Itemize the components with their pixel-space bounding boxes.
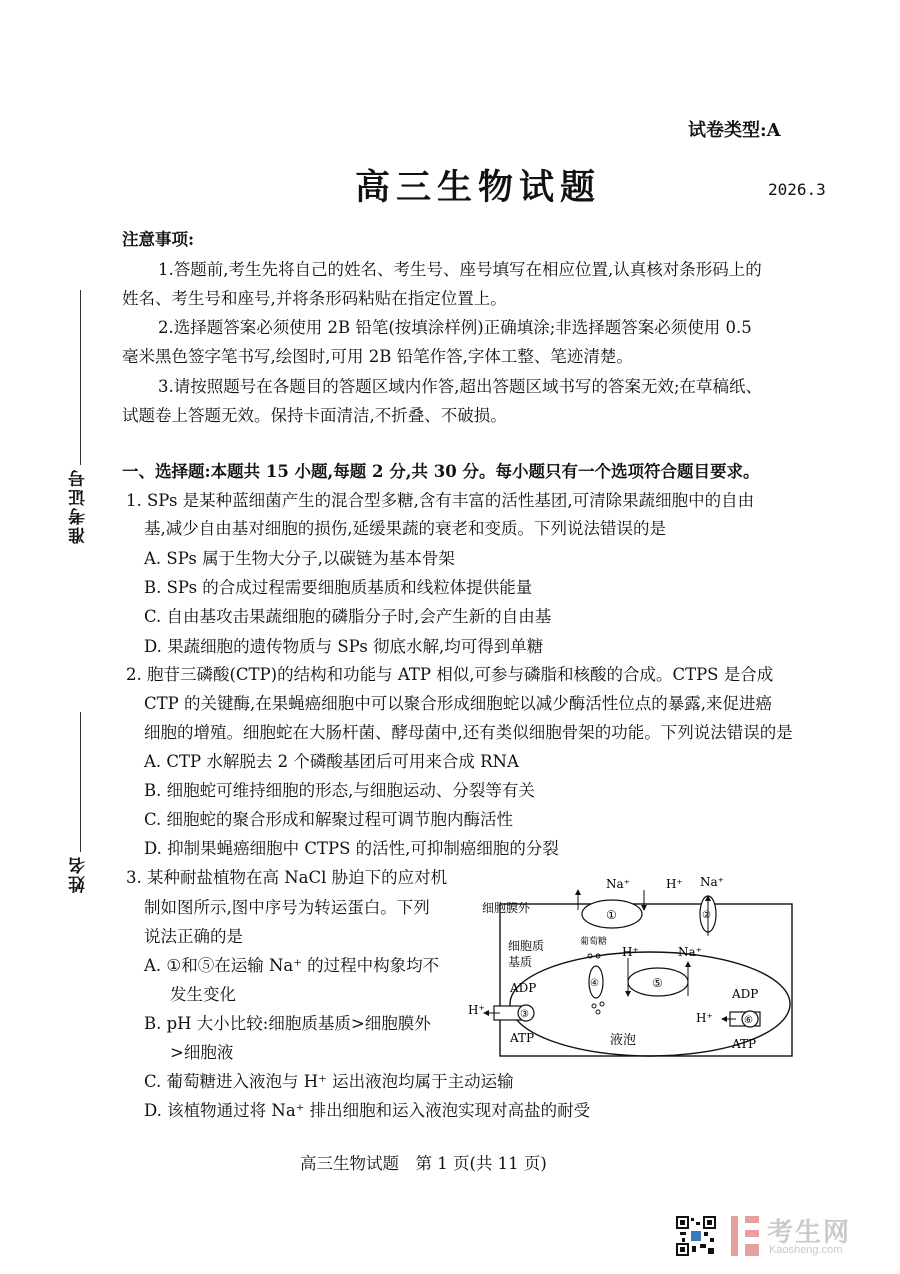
watermark-logo — [725, 1210, 875, 1262]
qr-code-icon — [676, 1216, 716, 1256]
outside-label: 细胞膜外 — [482, 901, 531, 915]
page-footer: 高三生物试题 第 1 页(共 11 页) — [300, 1154, 547, 1173]
cytosol-label-2: 基质 — [508, 955, 533, 969]
protein-5-label: ⑤ — [652, 976, 663, 990]
na-top-2: Na⁺ — [700, 875, 724, 889]
h-inner: H⁺ — [622, 945, 639, 959]
h-top: H⁺ — [666, 877, 683, 891]
question-stem: 基,减少自由基对细胞的损伤,延缓果蔬的衰老和变质。下列说法错误的是 — [144, 519, 666, 538]
notice-line: 毫米黑色签字笔书写,绘图时,可用 2B 铅笔作答,字体工整、笔迹清楚。 — [122, 347, 633, 366]
exam-id-line — [80, 290, 81, 465]
cytosol-label-1: 细胞质 — [508, 939, 545, 953]
question-stem: 1. SPs 是某种蓝细菌产生的混合型多糖,含有丰富的活性基团,可清除果蔬细胞中的自由 — [126, 491, 755, 510]
question-stem: 细胞的增殖。细胞蛇在大肠杆菌、酵母菌中,还有类似细胞骨架的功能。下列说法错误的是 — [144, 723, 793, 742]
adp-right: ADP — [732, 987, 759, 1001]
question-stem: 3. 某种耐盐植物在高 NaCl 胁迫下的应对机 — [126, 868, 448, 887]
notice-line: 3.请按照题号在各题目的答题区域内作答,超出答题区域书写的答案无效;在草稿纸、 — [158, 377, 763, 396]
option: C. 自由基攻击果蔬细胞的磷脂分子时,会产生新的自由基 — [144, 607, 552, 626]
option: B. SPs 的合成过程需要细胞质基质和线粒体提供能量 — [144, 578, 533, 597]
vacuole-label: 液泡 — [610, 1033, 637, 1048]
watermark-name: 考生网 — [767, 1217, 852, 1247]
exam-id-label: 准考证号 — [69, 468, 89, 544]
option: C. 葡萄糖进入液泡与 H⁺ 运出液泡均属于主动运输 — [144, 1072, 514, 1091]
option: D. 该植物通过将 Na⁺ 排出细胞和运入液泡实现对高盐的耐受 — [144, 1101, 591, 1120]
na-inner: Na⁺ — [678, 945, 702, 959]
notice-line: 姓名、考生号和座号,并将条形码粘贴在指定位置上。 — [122, 289, 507, 308]
option: A. SPs 属于生物大分子,以碳链为基本骨架 — [144, 549, 455, 568]
atp-right: ATP — [732, 1037, 757, 1051]
protein-4-label: ④ — [590, 978, 599, 989]
notice-line: 2.选择题答案必须使用 2B 铅笔(按填涂样例)正确填涂;非选择题答案必须使用 0.5 — [158, 318, 752, 337]
notice-heading: 注意事项: — [122, 230, 195, 249]
atp-left: ATP — [510, 1031, 535, 1045]
protein-2-label: ② — [702, 910, 711, 921]
name-line — [80, 712, 81, 852]
option: A. CTP 水解脱去 2 个磷酸基团后可用来合成 RNA — [144, 752, 519, 771]
option: >细胞液 — [170, 1043, 234, 1062]
na-top-1: Na⁺ — [606, 877, 630, 891]
h-left: H⁺ — [468, 1003, 485, 1017]
option: 发生变化 — [170, 985, 236, 1004]
watermark-url: Kaosheng.com — [769, 1244, 843, 1256]
option: B. 细胞蛇可维持细胞的形态,与细胞运动、分裂等有关 — [144, 781, 535, 800]
option: C. 细胞蛇的聚合形成和解聚过程可调节胞内酶活性 — [144, 810, 514, 829]
page-title: 高三生物试题 — [355, 167, 602, 208]
question-stem: 2. 胞苷三磷酸(CTP)的结构和功能与 ATP 相似,可参与磷脂和核酸的合成。CTPS 是合成 — [126, 665, 774, 684]
protein-3-label: ③ — [520, 1009, 529, 1020]
protein-6-label: ⑥ — [744, 1015, 753, 1026]
option: B. pH 大小比较:细胞质基质>细胞膜外 — [144, 1014, 431, 1033]
paper-type: 试卷类型:A — [688, 120, 781, 141]
section-heading: 一、选择题:本题共 15 小题,每题 2 分,共 30 分。每小题只有一个选项符合题目要求。 — [122, 462, 760, 481]
name-label: 姓名 — [69, 855, 89, 893]
logo-mark-icon — [725, 1212, 765, 1260]
glucose-label: 葡萄糖 — [580, 937, 608, 947]
notice-line: 试题卷上答题无效。保持卡面清洁,不折叠、不破损。 — [122, 406, 507, 425]
option: D. 果蔬细胞的遗传物质与 SPs 彻底水解,均可得到单糖 — [144, 637, 544, 656]
protein-1-label: ① — [606, 908, 617, 922]
h-right: H⁺ — [696, 1011, 713, 1025]
notice-line: 1.答题前,考生先将自己的姓名、考生号、座号填写在相应位置,认真核对条形码上的 — [158, 260, 762, 279]
option: D. 抑制果蝇癌细胞中 CTPS 的活性,可抑制癌细胞的分裂 — [144, 839, 559, 858]
question-stem: 说法正确的是 — [144, 927, 243, 946]
adp-left: ADP — [510, 981, 537, 995]
question-stem: CTP 的关键酶,在果蝇癌细胞中可以聚合形成细胞蛇以减少酶活性位点的暴露,来促进癌 — [144, 694, 772, 713]
question-stem: 制如图所示,图中序号为转运蛋白。下列 — [144, 898, 430, 917]
exam-date: 2026.3 — [768, 180, 826, 199]
transport-diagram — [460, 866, 800, 1066]
option: A. ①和⑤在运输 Na⁺ 的过程中构象均不 — [144, 956, 440, 975]
